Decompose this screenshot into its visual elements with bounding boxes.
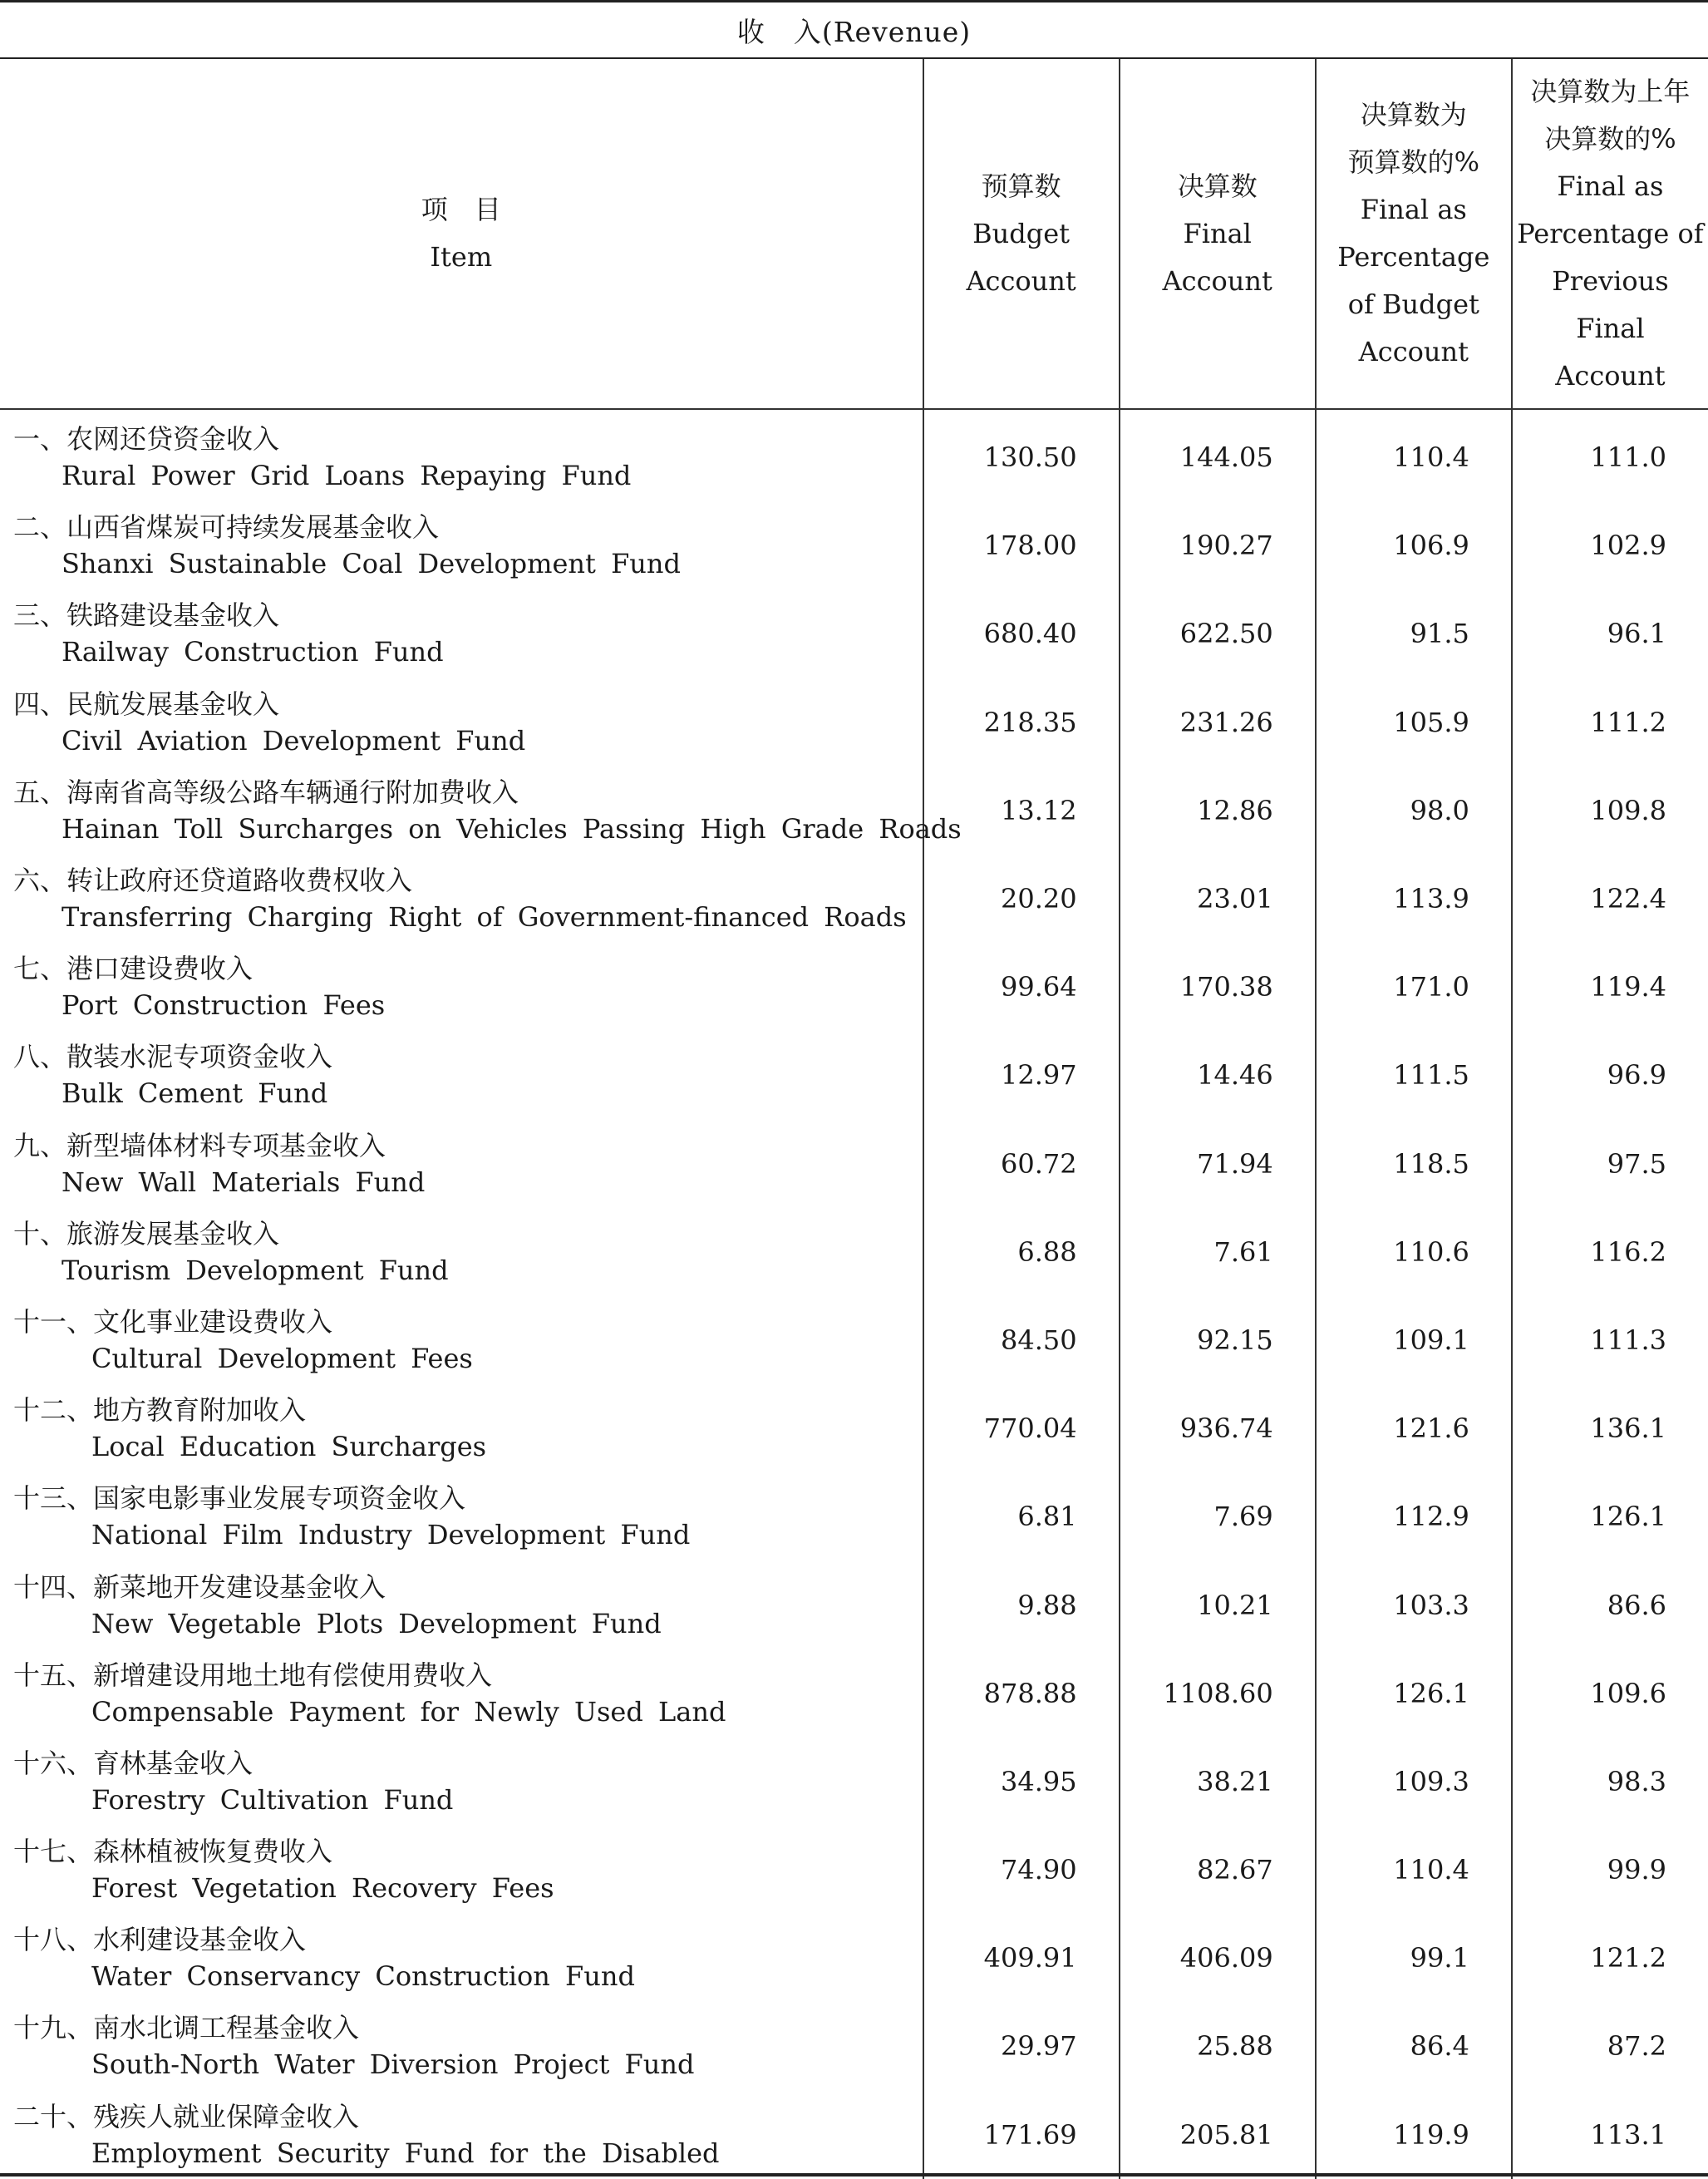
bottom-rule [0,2173,1708,2177]
budget-cell: 178.00 [923,501,1120,589]
item-name-en: Employment Security Fund for the Disabled [91,2137,720,2169]
final-cell: 936.74 [1120,1384,1316,1472]
item-name-zh: 二、山西省煤炭可持续发展基金收入 [13,511,440,544]
item-cell [0,2002,923,2090]
final-cell: 1108.60 [1120,1649,1316,1738]
table-row [0,1031,1708,1119]
pct-prev-cell: 97.5 [1512,1120,1708,1208]
pct-budget-cell: 98.0 [1316,767,1512,855]
pct-prev-cell: 111.2 [1512,678,1708,767]
item-cell [0,589,923,678]
item-cell [0,1914,923,2002]
header-row [0,59,1708,409]
header-final [1120,59,1316,409]
final-cell: 25.88 [1120,2002,1316,2090]
item-name-zh: 十二、地方教育附加收入 [13,1394,307,1427]
pct-prev-cell: 102.9 [1512,501,1708,589]
item-cell [0,767,962,855]
header-budget-line: Budget [972,217,1071,249]
final-cell: 231.26 [1120,678,1316,767]
item-name-zh: 十五、新增建设用地土地有偿使用费收入 [13,1659,493,1691]
header-pct-budget-line: 预算数的% [1347,146,1480,178]
pct-budget-cell: 113.9 [1316,855,1512,943]
final-cell: 7.61 [1120,1208,1316,1296]
item-name-en: Port Construction Fees [62,989,386,1022]
pct-budget-cell: 105.9 [1316,678,1512,767]
pct-budget-cell: 111.5 [1316,1031,1512,1119]
budget-cell: 130.50 [923,409,1120,501]
item-name-zh: 十、旅游发展基金收入 [13,1217,280,1250]
header-pct-budget-line: Final as [1360,194,1467,225]
item-name-zh: 六、转让政府还贷道路收费权收入 [13,865,413,897]
budget-cell: 34.95 [923,1738,1120,1826]
budget-cell: 6.88 [923,1208,1120,1296]
header-pct-budget-line: Account [1358,336,1469,367]
item-name-en: Railway Construction Fund [62,636,444,668]
item-name-en: Rural Power Grid Loans Repaying Fund [62,460,632,492]
item-name-en: Civil Aviation Development Fund [62,724,526,757]
budget-cell: 29.97 [923,2002,1120,2090]
item-cell [0,2091,923,2179]
final-cell: 7.69 [1120,1472,1316,1560]
item-cell [0,1208,923,1296]
pct-prev-cell: 96.9 [1512,1031,1708,1119]
header-pct-prev-line: 决算数为上年 [1530,75,1691,107]
item-name-en: Shanxi Sustainable Coal Development Fund [62,548,681,580]
table-row [0,1649,1708,1738]
final-cell: 12.86 [1120,767,1316,855]
item-name-en: Transferring Charging Right of Government-financed Roads [62,901,907,934]
item-cell [0,943,923,1031]
budget-cell: 84.50 [923,1296,1120,1384]
pct-prev-cell: 119.4 [1512,943,1708,1031]
item-name-zh: 十四、新菜地开发建设基金收入 [13,1570,386,1603]
pct-prev-cell: 98.3 [1512,1738,1708,1826]
item-cell [0,1738,923,1826]
header-final-line: Account [1162,264,1272,297]
item-name-zh: 二十、残疾人就业保障金收入 [13,2100,360,2132]
table-row [0,501,1708,589]
header-pct-budget-line: of Budget [1347,288,1479,320]
item-name-zh: 十一、文化事业建设费收入 [13,1305,333,1338]
item-cell [0,409,923,501]
item-name-en: Local Education Surcharges [91,1431,487,1463]
item-cell [0,1560,923,1649]
table-row [0,1826,1708,1914]
pct-prev-cell: 86.6 [1512,1560,1708,1649]
pct-prev-cell: 136.1 [1512,1384,1708,1472]
budget-cell: 13.12 [923,767,1120,855]
final-cell: 10.21 [1120,1560,1316,1649]
budget-cell: 20.20 [923,855,1120,943]
pct-prev-cell: 111.3 [1512,1296,1708,1384]
header-pct-prev-line: Percentage of [1517,217,1704,249]
item-cell [0,1031,923,1119]
final-cell: 190.27 [1120,501,1316,589]
pct-budget-cell: 126.1 [1316,1649,1512,1738]
header-budget [923,59,1120,409]
pct-budget-cell: 121.6 [1316,1384,1512,1472]
item-name-en: Tourism Development Fund [62,1254,449,1286]
revenue-table [0,59,1708,2179]
item-name-en: South-North Water Diversion Project Fund [91,2048,695,2081]
pct-prev-cell: 121.2 [1512,1914,1708,2002]
item-name-en: New Vegetable Plots Development Fund [91,1607,662,1639]
item-cell [0,1826,923,1914]
budget-cell: 74.90 [923,1826,1120,1914]
budget-cell: 770.04 [923,1384,1120,1472]
final-cell: 170.38 [1120,943,1316,1031]
header-budget-line: 预算数 [981,170,1061,202]
table-row [0,2091,1708,2179]
header-final-line: 决算数 [1177,170,1258,202]
item-name-zh: 十六、育林基金收入 [13,1747,253,1779]
header-item [0,59,923,409]
pct-prev-cell: 87.2 [1512,2002,1708,2090]
budget-cell: 60.72 [923,1120,1120,1208]
header-pct-prev-line: Previous Final [1552,264,1669,344]
header-pct-budget-line: 决算数为 [1360,99,1467,131]
budget-cell: 409.91 [923,1914,1120,2002]
item-name-zh: 三、铁路建设基金收入 [13,599,280,632]
item-name-zh: 一、农网还贷资金收入 [13,423,280,456]
table-row [0,1914,1708,2002]
pct-budget-cell: 119.9 [1316,2091,1512,2179]
header-item-en: Item [430,241,493,273]
pct-budget-cell: 109.3 [1316,1738,1512,1826]
item-name-zh: 七、港口建设费收入 [13,953,253,985]
pct-budget-cell: 91.5 [1316,589,1512,678]
table-title: 收 入(Revenue) [736,15,972,48]
table-row [0,2002,1708,2090]
item-name-zh: 八、散装水泥专项资金收入 [13,1041,333,1073]
budget-cell: 9.88 [923,1560,1120,1649]
table-row [0,1472,1708,1560]
final-cell: 82.67 [1120,1826,1316,1914]
pct-budget-cell: 99.1 [1316,1914,1512,2002]
pct-budget-cell: 118.5 [1316,1120,1512,1208]
pct-prev-cell: 126.1 [1512,1472,1708,1560]
header-final-line: Final [1183,217,1252,249]
table-row [0,589,1708,678]
table-row [0,855,1708,943]
header-pct-prev-line: Final as [1557,170,1664,202]
header-pct-budget [1316,59,1512,409]
pct-prev-cell: 109.6 [1512,1649,1708,1738]
budget-cell: 878.88 [923,1649,1120,1738]
table-row [0,1384,1708,1472]
table-row [0,1738,1708,1826]
item-cell [0,1384,923,1472]
item-name-zh: 九、新型墙体材料专项基金收入 [13,1129,386,1161]
item-cell [0,1649,923,1738]
table-row [0,678,1708,767]
item-name-zh: 十八、水利建设基金收入 [13,1924,307,1956]
item-name-zh: 十三、国家电影事业发展专项资金收入 [13,1482,466,1515]
pct-budget-cell: 109.1 [1316,1296,1512,1384]
final-cell: 622.50 [1120,589,1316,678]
budget-cell: 680.40 [923,589,1120,678]
item-cell [0,1296,923,1384]
pct-prev-cell: 116.2 [1512,1208,1708,1296]
item-name-en: Forest Vegetation Recovery Fees [91,1872,554,1905]
item-name-zh: 五、海南省高等级公路车辆通行附加费收入 [13,776,519,808]
item-name-en: New Wall Materials Fund [62,1166,426,1198]
header-pct-budget-line: Percentage [1337,241,1490,273]
header-pct-prev-line: Account [1555,359,1666,392]
table-row [0,1120,1708,1208]
header-pct-prev-line: 决算数的% [1544,122,1676,155]
budget-cell: 218.35 [923,678,1120,767]
item-name-en: National Film Industry Development Fund [91,1519,691,1551]
item-name-en: Hainan Toll Surcharges on Vehicles Passing High Grade Roads [62,812,962,845]
table-row [0,409,1708,501]
pct-budget-cell: 103.3 [1316,1560,1512,1649]
table-body [0,409,1708,2179]
item-name-en: Bulk Cement Fund [62,1077,328,1110]
final-cell: 23.01 [1120,855,1316,943]
header-item-zh: 项 目 [421,194,501,225]
final-cell: 205.81 [1120,2091,1316,2179]
pct-prev-cell: 113.1 [1512,2091,1708,2179]
pct-prev-cell: 122.4 [1512,855,1708,943]
pct-budget-cell: 110.4 [1316,1826,1512,1914]
pct-budget-cell: 112.9 [1316,1472,1512,1560]
item-cell [0,1472,923,1560]
item-cell [0,1120,923,1208]
pct-prev-cell: 99.9 [1512,1826,1708,1914]
pct-prev-cell: 96.1 [1512,589,1708,678]
table-row [0,1296,1708,1384]
item-name-zh: 十九、南水北调工程基金收入 [13,2012,360,2044]
final-cell: 406.09 [1120,1914,1316,2002]
pct-prev-cell: 111.0 [1512,409,1708,501]
item-name-en: Forestry Cultivation Fund [91,1783,454,1816]
table-row [0,1560,1708,1649]
pct-budget-cell: 86.4 [1316,2002,1512,2090]
item-name-zh: 十七、森林植被恢复费收入 [13,1836,333,1868]
budget-cell: 6.81 [923,1472,1120,1560]
table-row [0,1208,1708,1296]
item-name-en: Cultural Development Fees [91,1342,473,1374]
header-pct-prev [1512,59,1708,409]
pct-budget-cell: 171.0 [1316,943,1512,1031]
table-row [0,767,1708,855]
final-cell: 38.21 [1120,1738,1316,1826]
pct-budget-cell: 110.6 [1316,1208,1512,1296]
pct-prev-cell: 109.8 [1512,767,1708,855]
item-name-zh: 四、民航发展基金收入 [13,688,280,720]
item-name-en: Water Conservancy Construction Fund [91,1960,635,1993]
header-budget-line: Account [966,264,1076,297]
budget-cell: 171.69 [923,2091,1120,2179]
item-cell [0,501,923,589]
item-cell [0,855,923,943]
item-cell [0,678,923,767]
budget-cell: 99.64 [923,943,1120,1031]
final-cell: 144.05 [1120,409,1316,501]
final-cell: 92.15 [1120,1296,1316,1384]
final-cell: 14.46 [1120,1031,1316,1119]
item-name-en: Compensable Payment for Newly Used Land [91,1695,726,1728]
final-cell: 71.94 [1120,1120,1316,1208]
budget-cell: 12.97 [923,1031,1120,1119]
pct-budget-cell: 110.4 [1316,409,1512,501]
pct-budget-cell: 106.9 [1316,501,1512,589]
table-row [0,943,1708,1031]
